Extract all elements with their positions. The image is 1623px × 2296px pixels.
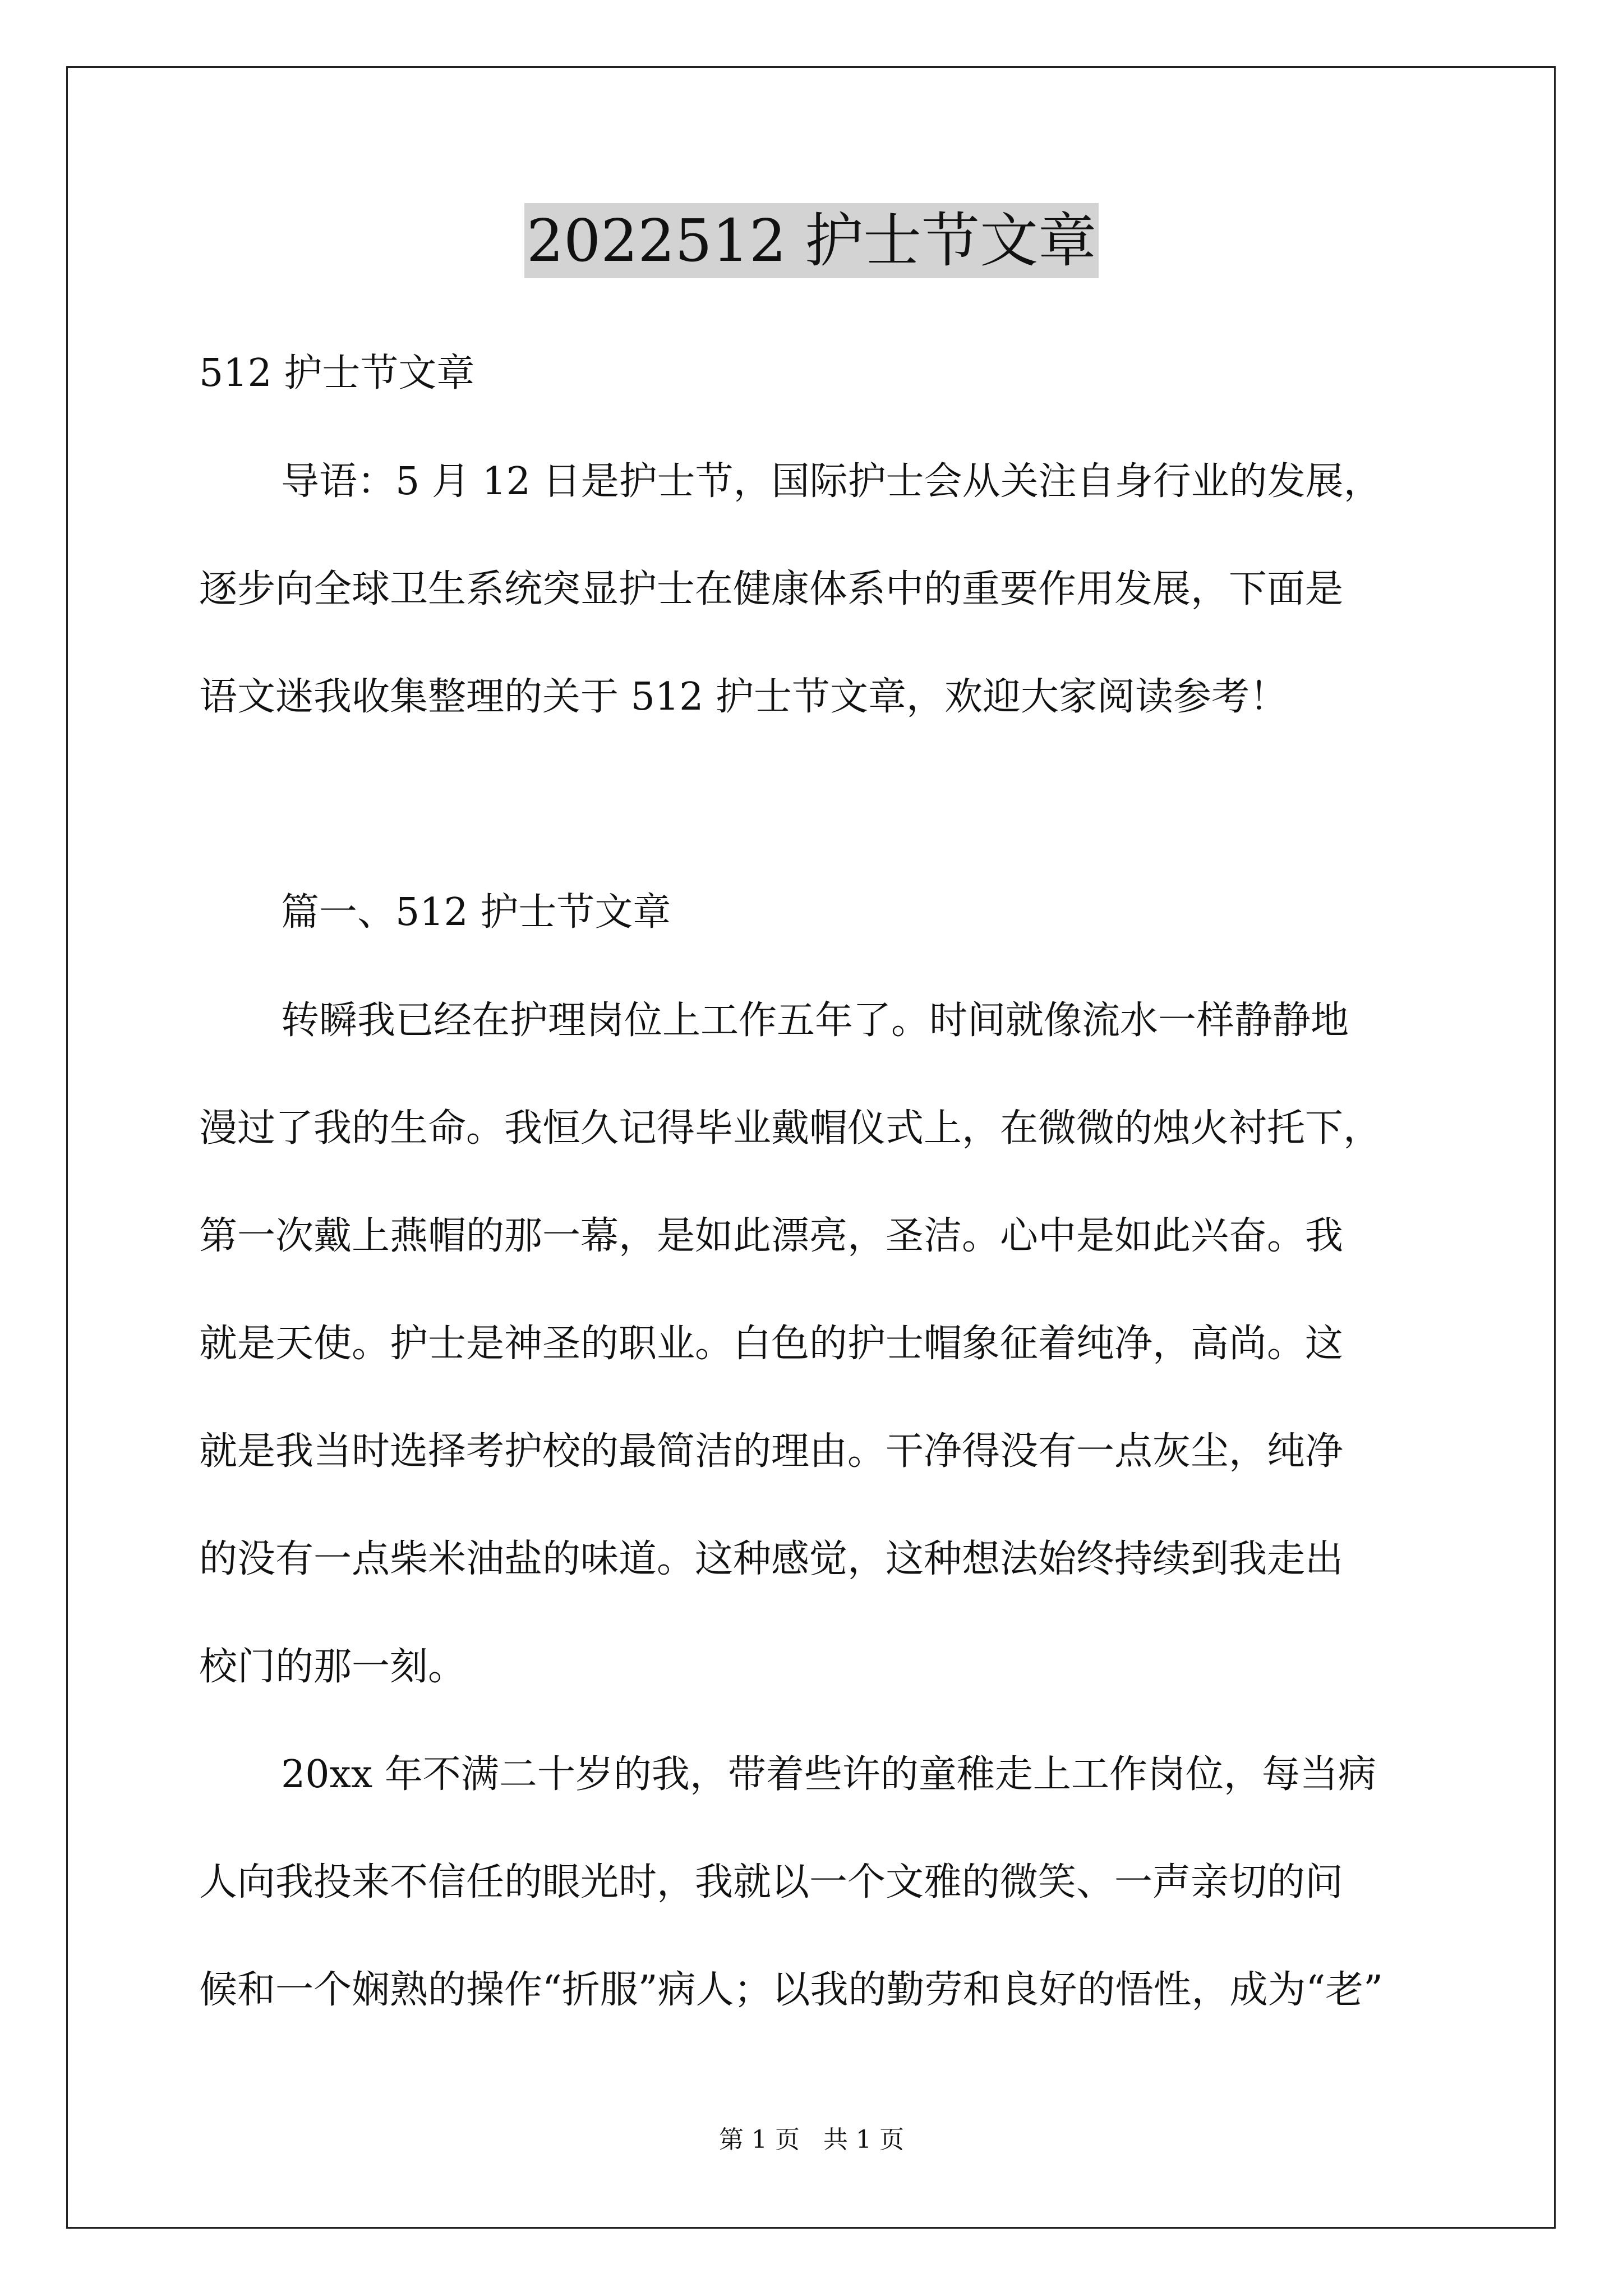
paragraph-line: 第一次戴上燕帽的那一幕，是如此漂亮，圣洁。心中是如此兴奋。我 [199,1214,1344,1258]
document-title: 2022512 护士节文章 [524,203,1099,278]
section-heading: 篇一、512 护士节文章 [281,890,671,935]
paragraph-line: 候和一个娴熟的操作“折服”病人；以我的勤劳和良好的悟性，成为“老” [199,1968,1384,2012]
document-body [199,347,1438,2017]
paragraph-line: 校门的那一刻。 [199,1645,467,1689]
intro-line: 语文迷我收集整理的关于 512 护士节文章，欢迎大家阅读参考！ [199,675,1288,719]
title-container [0,203,1623,278]
paragraph-line: 漫过了我的生命。我恒久记得毕业戴帽仪式上，在微微的烛火衬托下， [199,1106,1382,1151]
paragraph-line: 就是我当时选择考护校的最简洁的理由。干净得没有一点灰尘，纯净 [199,1429,1344,1474]
intro-paragraph [199,455,1438,724]
paragraph-line: 转瞬我已经在护理岗位上工作五年了。时间就像流水一样静静地 [281,999,1349,1043]
paragraph-line: 就是天使。护士是神圣的职业。白色的护士帽象征着纯净，高尚。这 [199,1322,1344,1366]
intro-line: 导语：5 月 12 日是护士节，国际护士会从关注自身行业的发展， [281,459,1382,504]
intro-line: 逐步向全球卫生系统突显护士在健康体系中的重要作用发展，下面是 [199,567,1344,611]
paragraph-line: 20xx 年不满二十岁的我，带着些许的童稚走上工作岗位，每当病 [281,1752,1376,1797]
paragraph-1 [199,994,1438,1694]
document-subtitle: 512 护士节文章 [199,351,475,395]
page-footer: 第 1 页 共 1 页 [719,2125,904,2154]
paragraph-line: 的没有一点柴米油盐的味道。这种感觉，这种想法始终持续到我走出 [199,1537,1344,1581]
paragraph-2 [199,1748,1438,2017]
paragraph-line: 人向我投来不信任的眼光时，我就以一个文雅的微笑、一声亲切的问 [199,1860,1344,1904]
